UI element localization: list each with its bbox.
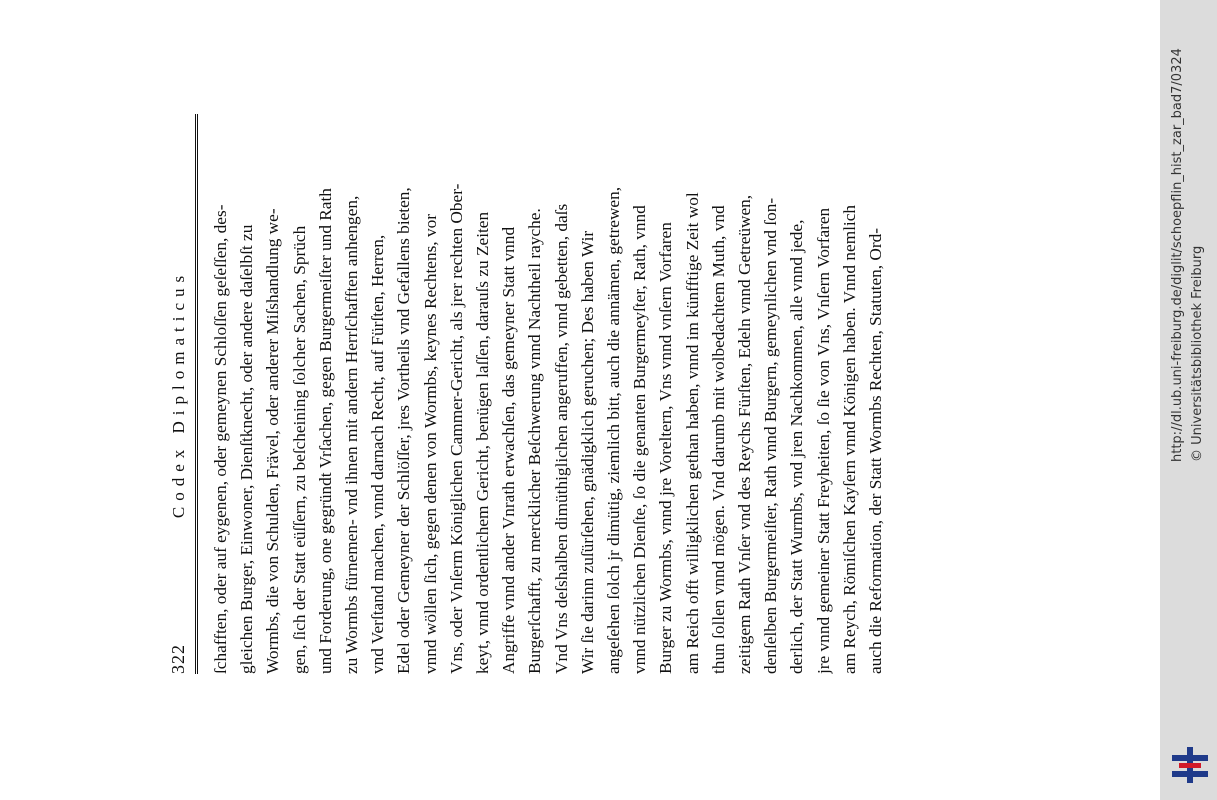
- text-line: keyt, vnnd ordentlichem Gericht, benügen laſſen, darauſs zu Zeiten: [473, 211, 493, 674]
- text-line: denſelben Burgermeiſter, Rath vnnd Burgern, gemeynlichen vnd ſon-: [761, 197, 781, 674]
- text-line: am Reich offt willigklichen gethan haben, vnnd im künfftige Zeit wol: [682, 192, 702, 674]
- running-head: Codex Diplomaticus: [168, 269, 188, 519]
- text-line: Wir ſie darinn zuſürſehen, gnädigklich geruchen; Des haben Wir: [577, 230, 597, 674]
- text-line: vnnd nützlichen Dienſte, ſo die genanten Burgermeyſter, Rath, vnnd: [630, 205, 650, 674]
- page-number: 322: [168, 644, 188, 674]
- text-line: zu Wormbs fürnemen- vnd ihnen mit andern Herrſchafften anhengen,: [342, 195, 362, 674]
- viewer-sidebar: [1160, 0, 1217, 800]
- text-line: gleichen Burger, Einwoner, Dienſtknecht, oder andere daſelbſt zu: [237, 224, 257, 674]
- text-line: Burger zu Wormbs, vnnd jre Voreltern, Vns vnnd vnſern Vorfaren: [656, 222, 676, 674]
- text-line: am Reych, Römiſchen Kayſern vnnd Königen haben. Vnnd nemlich: [839, 204, 859, 674]
- page-header: [168, 114, 189, 674]
- text-line: und Forderung, one gegründt Vrſachen, gegen Burgermeiſter und Rath: [315, 188, 335, 674]
- text-line: gen, ſich der Statt eüſſern, zu beſcheining ſolcher Sachen, Sprüch: [289, 225, 309, 674]
- text-line: Vnd Vns deſshalben dimüthiglichen angeruffen, vnnd gebetten, daſs: [551, 203, 571, 674]
- text-line: zeitigem Rath Vnſer vnd des Reychs Fürſten, Edeln vnnd Getreüwen,: [735, 194, 755, 674]
- text-line: ſchafften, oder auf eygenen, oder gemeynen Schloſſen geſeſſen, des-: [211, 204, 230, 674]
- text-line: derlich, der Statt Wurmbs, vnd jren Nachkommen, alle vnnd jede,: [787, 219, 807, 674]
- header-rule: [195, 114, 198, 674]
- text-line: vnnd wöllen ſich, gegen denen von Wormbs, keynes Rechtens, vor: [420, 214, 440, 674]
- text-line: Vns, oder Vnſerm Königlichen Cammer-Gericht, als jrer rechten Ober-: [446, 183, 466, 674]
- source-url[interactable]: http://dl.ub.uni-freiburg.de/diglit/schoepflin_hist_zar_bad7/0324: [1170, 48, 1185, 462]
- text-line: angeſehen ſolch jr dimütig, ziemlich bitt, auch die annämen, getrewen,: [604, 186, 624, 674]
- body-text: [208, 114, 889, 674]
- text-line: Wormbs, die von Schulden, Frävel, oder anderer Miſshandlung we-: [263, 208, 283, 674]
- copyright-notice: © Universitätsbibliothek Freiburg: [1190, 245, 1205, 462]
- library-logo-icon: [1169, 745, 1211, 785]
- text-line: auch die Reformation, der Statt Wormbs Rechten, Statuten, Ord-: [866, 227, 886, 674]
- text-line: Angriffe vnnd ander Vnrath erwachſen, das gemeyner Statt vnnd: [499, 226, 519, 674]
- text-line: jre vnnd gemeiner Statt Freyheiten, ſo ſie von Vns, Vnſern Vorfaren: [813, 207, 833, 674]
- text-line: Edel oder Gemeyner der Schlöſſer, jres Vortheils vnd Gefallens bieten,: [394, 187, 414, 674]
- rotated-page-content: [168, 114, 948, 674]
- text-line: thun ſollen vnnd mögen. Vnd darumb mit wolbedachtem Muth, vnd: [708, 205, 728, 674]
- text-line: Burgerſchafft, zu mercklicher Beſchwerung vnnd Nachtheil rayche.: [525, 208, 545, 674]
- text-line: vnd Verſtand machen, vnnd darnach Recht, auf Fürſten, Herren,: [368, 234, 388, 674]
